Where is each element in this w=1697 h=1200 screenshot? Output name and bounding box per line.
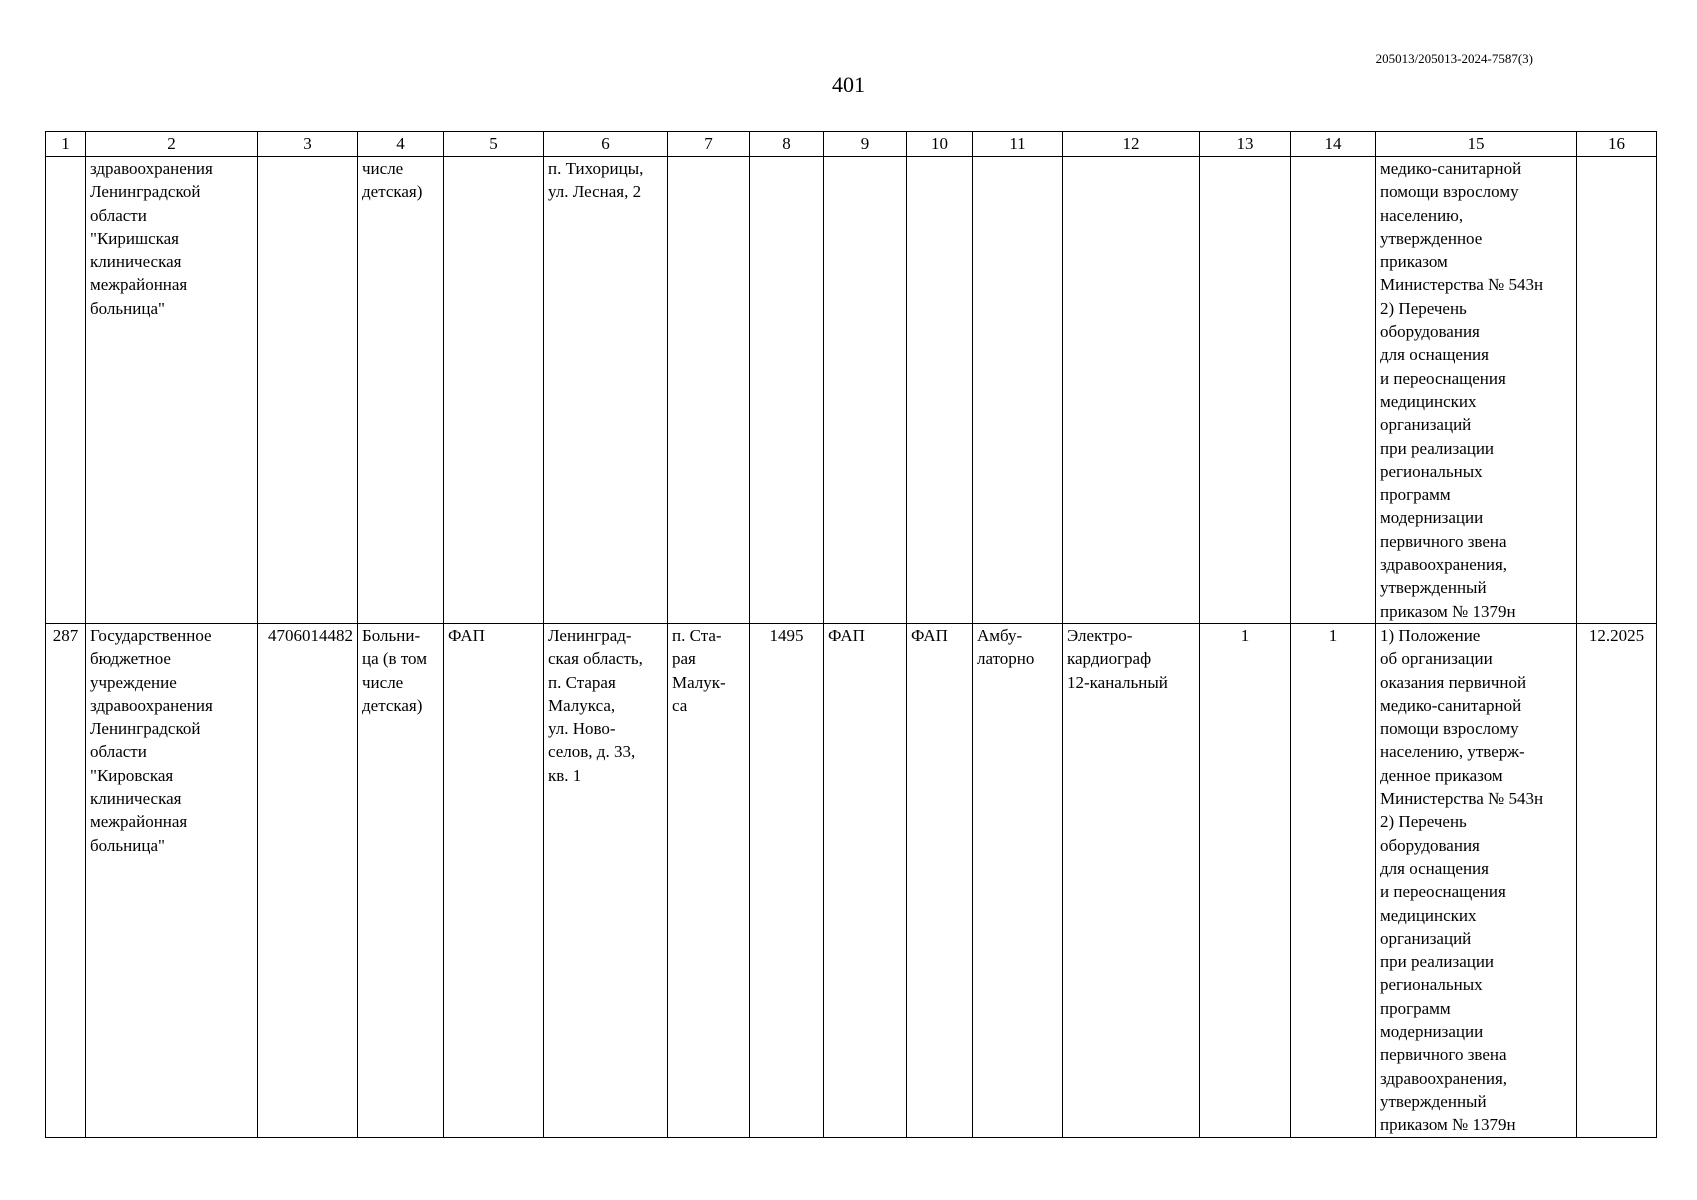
column-number-row: [46, 132, 1657, 157]
cell-date: 12.2025: [1577, 623, 1657, 1137]
cell-equipment: [1063, 157, 1200, 624]
column-header: 11: [973, 132, 1063, 157]
cell-unit-10: ФАП: [907, 623, 973, 1137]
cell-settlement: п. Ста- рая Малук- са: [668, 623, 750, 1137]
column-header: 12: [1063, 132, 1200, 157]
cell-quantity-13: [1200, 157, 1291, 624]
cell-unit-type: [444, 157, 544, 624]
cell-unit-9: ФАП: [824, 623, 907, 1137]
column-header: 2: [86, 132, 258, 157]
cell-row-number: 287: [46, 623, 86, 1137]
data-table: [45, 131, 1657, 1138]
cell-quantity-14: [1291, 157, 1376, 624]
page-number: 401: [832, 72, 865, 97]
cell-care-conditions: [973, 157, 1063, 624]
column-header: 9: [824, 132, 907, 157]
cell-unit-9: [824, 157, 907, 624]
column-header: 4: [358, 132, 444, 157]
column-header: 16: [1577, 132, 1657, 157]
cell-quantity-14: 1: [1291, 623, 1376, 1137]
column-header: 8: [750, 132, 824, 157]
cell-settlement: [668, 157, 750, 624]
table-row: [46, 623, 1657, 1137]
cell-regulation: медико-санитарной помощи взрослому населению, утвержденное приказом Министерства № 543н 2) Перечень оборудования для оснащения и переоснащения медицинских организаций при реализации региональных программ модернизации первичного звена здравоохранения, утвержденный приказом № 1379н: [1376, 157, 1577, 624]
cell-regulation: 1) Положение об организации оказания первичной медико-санитарной помощи взрослому населению, утверж- денное приказом Министерства № 543н 2) Перечень оборудования для оснащения и переоснащения медицинских организаций при реализации региональных программ модернизации первичного звена здравоохранения, утвержденный приказом № 1379н: [1376, 623, 1577, 1137]
column-header: 14: [1291, 132, 1376, 157]
document-id: 205013/205013-2024-7587(3): [1375, 51, 1533, 66]
cell-organization: здравоохранения Ленинградской области "Киришская клиническая межрайонная больница": [86, 157, 258, 624]
cell-date: [1577, 157, 1657, 624]
column-header: 7: [668, 132, 750, 157]
table-row: [46, 157, 1657, 624]
cell-organization: Государственное бюджетное учреждение здравоохранения Ленинградской области "Кировская клиническая межрайонная больница": [86, 623, 258, 1137]
column-header: 10: [907, 132, 973, 157]
cell-address: Ленинград- ская область, п. Старая Малукса, ул. Ново- селов, д. 33, кв. 1: [544, 623, 668, 1137]
cell-quantity-13: 1: [1200, 623, 1291, 1137]
column-header: 6: [544, 132, 668, 157]
column-header: 13: [1200, 132, 1291, 157]
column-header: 1: [46, 132, 86, 157]
column-header: 3: [258, 132, 358, 157]
cell-row-number: [46, 157, 86, 624]
cell-unit-type: ФАП: [444, 623, 544, 1137]
cell-address: п. Тихорицы, ул. Лесная, 2: [544, 157, 668, 624]
cell-population: [750, 157, 824, 624]
cell-inn: 4706014482: [258, 623, 358, 1137]
column-header: 15: [1376, 132, 1577, 157]
cell-institution-type: числе детская): [358, 157, 444, 624]
cell-equipment: Электро- кардиограф 12-канальный: [1063, 623, 1200, 1137]
cell-care-conditions: Амбу- латорно: [973, 623, 1063, 1137]
cell-unit-10: [907, 157, 973, 624]
cell-institution-type: Больни- ца (в том числе детская): [358, 623, 444, 1137]
column-header: 5: [444, 132, 544, 157]
cell-inn: [258, 157, 358, 624]
cell-population: 1495: [750, 623, 824, 1137]
